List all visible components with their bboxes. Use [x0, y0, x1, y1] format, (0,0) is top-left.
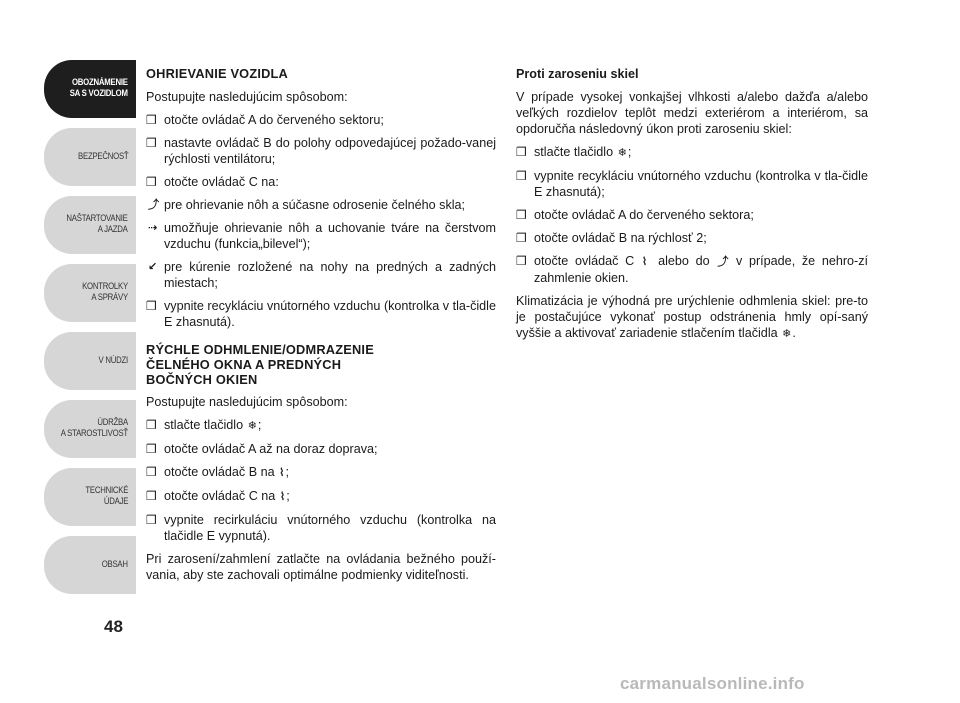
- section-heading: Proti zaroseniu skiel: [516, 67, 639, 81]
- windshield-defrost-icon: ⌇: [279, 467, 285, 479]
- list-item: ❒ otočte ovládač B na ⌇;: [146, 465, 289, 479]
- tab-label: BEZPEČNOSŤ: [77, 150, 128, 162]
- checkbox-icon: ❒: [516, 231, 527, 245]
- page-number: 48: [104, 617, 123, 636]
- list-item: ❒ otočte ovládač C ⌇ alebo do ⤴ v prípade, že nehro-zí zahmlenie okien.: [516, 254, 869, 285]
- watermark: carmanualsonline.info: [620, 674, 805, 693]
- list-item: ❒ otočte ovládač C na ⌇;: [146, 489, 290, 503]
- list-item: ❒ otočte ovládač C na:: [146, 175, 279, 189]
- checkbox-icon: ❒: [146, 299, 157, 313]
- list-item: ❒ vypnite recirkuláciu vnútorného vzduchu (kontrolka na tlačidle E vypnutá).: [146, 513, 496, 543]
- snowflake-icon: ❄: [782, 328, 792, 340]
- tab-kontrolky[interactable]: [44, 264, 136, 322]
- tab-label: OBSAH: [101, 558, 128, 570]
- paragraph: V prípade vysokej vonkajšej vlhkosti a/alebo dažďa a/alebo veľkých rozdielov teplôt medzi exteriérom a interiérom, sa opdoručňa následovný úkon proti zaroseniu skiel:: [516, 90, 868, 136]
- tab-label: TECHNICKÉ ÚDAJE: [85, 485, 128, 507]
- option-item: ↙ pre kúrenie rozložené na nohy na predných a zadných miestach;: [148, 260, 496, 290]
- feet-windshield-airflow-icon: ⤴: [148, 199, 159, 211]
- tab-label: NAŠTARTOVANIE A JAZDA: [66, 213, 128, 235]
- bilevel-airflow-icon: ⇢: [148, 222, 158, 234]
- tab-oboznamenie[interactable]: [44, 60, 136, 118]
- windshield-defrost-icon: ⌇: [641, 256, 651, 268]
- list-item: ❒ otočte ovládač B na rýchlosť 2;: [516, 231, 707, 245]
- option-item: ⤴ pre ohrievanie nôh a súčasne odrosenie čelného skla;: [148, 198, 466, 212]
- checkbox-icon: ❒: [146, 465, 157, 479]
- right-column: [516, 66, 868, 349]
- sidebar-tabs: [44, 60, 136, 604]
- tab-label: KONTROLKY A SPRÁVY: [82, 281, 128, 303]
- list-item: ❒ stlačte tlačidlo ❄;: [146, 418, 262, 432]
- paragraph: Postupujte nasledujúcim spôsobom:: [146, 395, 348, 409]
- list-item: ❒ otočte ovládač A do červeného sektoru;: [146, 113, 384, 127]
- tab-technicke[interactable]: [44, 468, 136, 526]
- list-item: ❒ otočte ovládač A až na doraz doprava;: [146, 442, 378, 456]
- checkbox-icon: ❒: [516, 208, 527, 222]
- checkbox-icon: ❒: [146, 442, 157, 456]
- paragraph: Pri zarosení/zahmlení zatlačte na ovládania bežného použí-vania, aby ste zachovali optimálne podmienky viditeľnosti.: [146, 552, 496, 582]
- tab-v-nudzi[interactable]: [44, 332, 136, 390]
- tab-udrzba[interactable]: [44, 400, 136, 458]
- paragraph: Klimatizácia je výhodná pre urýchlenie odhmlenia skiel: pre-to je postačujúce vykonať postup odstránenia hmly opí-saný vyššie a aktivovať zariadenie stlačením tlačidla ❄.: [516, 294, 868, 340]
- left-column: [146, 66, 496, 590]
- list-item: ❒ nastavte ovládač B do polohy odpovedajúcej požado-vanej rýchlosti ventilátoru;: [146, 136, 496, 166]
- feet-airflow-icon: ↙: [148, 261, 158, 273]
- snowflake-icon: ❄: [617, 147, 627, 159]
- tab-label: OBOZNÁMENIE SA S VOZIDLOM: [70, 77, 128, 99]
- list-item: ❒ vypnite recykláciu vnútorného vzduchu (kontrolka v tla-čidle E zhasnutá);: [516, 169, 868, 199]
- list-item: ❒ otočte ovládač A do červeného sektora;: [516, 208, 754, 222]
- tab-label: ÚDRŽBA A STAROSTLIVOSŤ: [60, 417, 128, 439]
- checkbox-icon: ❒: [516, 169, 527, 183]
- checkbox-icon: ❒: [146, 489, 157, 503]
- tab-bezpecnost[interactable]: [44, 128, 136, 186]
- option-item: ⇢ umožňuje ohrievanie nôh a uchovanie tváre na čerstvom vzduchu (funkcia„bilevel“);: [148, 221, 496, 251]
- checkbox-icon: ❒: [146, 418, 157, 432]
- checkbox-icon: ❒: [146, 513, 157, 527]
- checkbox-icon: ❒: [146, 175, 157, 189]
- feet-windshield-airflow-icon: ⤴: [717, 256, 729, 268]
- list-item: ❒ vypnite recykláciu vnútorného vzduchu (kontrolka v tla-čidle E zhasnutá).: [146, 299, 496, 329]
- tab-nastartovanie[interactable]: [44, 196, 136, 254]
- tab-obsah[interactable]: [44, 536, 136, 594]
- section-heading: OHRIEVANIE VOZIDLA: [146, 66, 289, 81]
- list-item: ❒ stlačte tlačidlo ❄;: [516, 145, 632, 159]
- checkbox-icon: ❒: [516, 254, 527, 268]
- checkbox-icon: ❒: [516, 145, 527, 159]
- checkbox-icon: ❒: [146, 136, 157, 150]
- checkbox-icon: ❒: [146, 113, 157, 127]
- section-heading: RÝCHLE ODHMLENIE/ODMRAZENIE ČELNÉHO OKNA A PREDNÝCH BOČNÝCH OKIEN: [146, 342, 374, 387]
- tab-label: V NÚDZI: [98, 354, 128, 366]
- paragraph: Postupujte nasledujúcim spôsobom:: [146, 90, 348, 104]
- windshield-defrost-icon: ⌇: [279, 491, 286, 503]
- snowflake-icon: ❄: [247, 420, 257, 432]
